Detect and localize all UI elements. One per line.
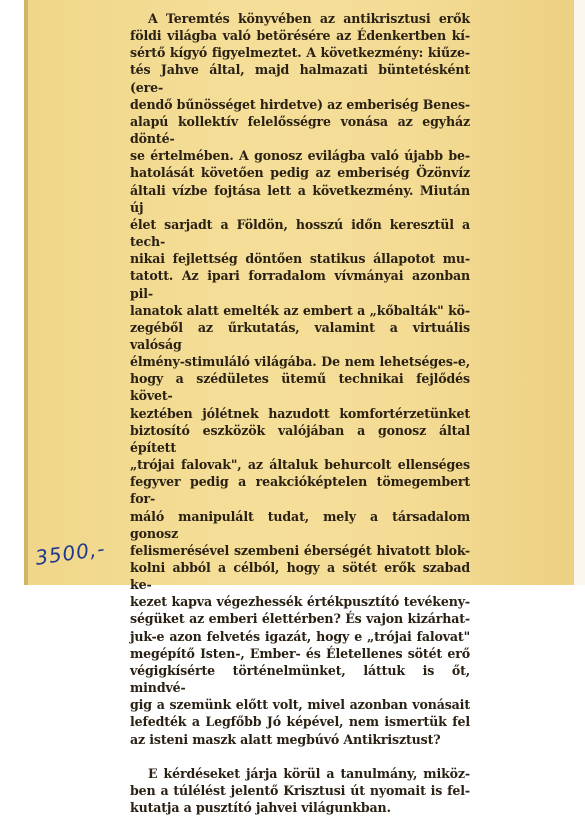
blurb-text (130, 10, 470, 816)
text-line: keztében jólétnek hazudott komfortérzetünket (130, 405, 470, 421)
text-line: juk-e azon felvetés igazát, hogy e „trójai falovat" (130, 628, 470, 644)
text-line: hogy a szédületes ütemű technikai fejlődés követ- (130, 371, 470, 404)
text-line: zegéből az űrkutatás, valamint a virtuális valóság (130, 319, 470, 352)
text-line: se értelmében. A gonosz evilágba való újabb be- (130, 148, 470, 164)
text-line: kolni abból a célból, hogy a sötét erők szabad ke- (130, 560, 470, 593)
text-line: az isteni maszk alatt megbúvó Antikrisztust? (130, 731, 441, 747)
text-line: alapú kollektív felelősségre vonása az egyház dönté- (130, 113, 470, 147)
text-line: felismerésével szembeni éberségét hivatott blok- (130, 542, 470, 558)
text-line: általi vízbe fojtása lett a következmény. Miután új (130, 182, 470, 215)
text-line: földi világba való betörésére az Édenkertben kí- (130, 28, 470, 44)
text-line: A Teremtés könyvében az antikrisztusi erők (148, 11, 470, 26)
text-line: tés Jahve által, majd halmazati büntetésként (ere- (130, 62, 470, 95)
text-line: kezet kapva végezhessék értékpusztító tevékeny- (130, 594, 470, 610)
text-line: végigkísérte történelmünket, láttuk is őt, mindvé- (130, 662, 470, 696)
blurb-paragraph-1 (130, 10, 470, 748)
text-line: nikai fejlettség döntően statikus állapotot mu- (130, 251, 470, 267)
text-line: hatolását követően pedig az emberiség Özönvíz (130, 165, 470, 181)
spine-edge (24, 0, 28, 585)
text-line: élet sarjadt a Földön, hosszú időn keresztül a tech- (130, 216, 470, 250)
blurb-paragraph-2 (130, 765, 470, 816)
text-line: máló manipulált tudat, mely a társadalom gonosz (130, 508, 470, 541)
text-line: gig a szemünk előtt volt, mivel azonban vonásait (130, 697, 470, 713)
text-line: ségüket az emberi élettérben? És vajon kizárhat- (130, 611, 470, 627)
text-line: lefedték a Legfőbb Jó képével, nem ismertük fel (130, 714, 470, 730)
text-line: E kérdéseket járja körül a tanulmány, miköz- (148, 765, 470, 781)
text-line: ben a túlélést jelentő Krisztusi út nyomait is fel- (130, 782, 470, 798)
paragraph-gap (130, 748, 470, 765)
page-edge (574, 0, 585, 585)
text-line: fegyver pedig a reakcióképtelen tömegembert for- (130, 474, 470, 507)
text-line: lanatok alatt emelték az embert a „kőbalták" kö- (130, 302, 470, 318)
text-line: megépítő Isten-, Ember- és Életellenes sötét erő (130, 645, 470, 661)
text-line: élmény-stimuláló világába. De nem lehetséges-e, (130, 354, 470, 370)
handwritten-price-mark: 3500,- (33, 536, 107, 570)
text-line: biztosító eszközök valójában a gonosz által épített (130, 422, 470, 455)
text-line: sértő kígyó figyelmeztet. A következmény: kiűze- (130, 45, 470, 61)
text-line: tatott. Az ipari forradalom vívmányai azonban pil- (130, 268, 470, 301)
text-line: dendő bűnösséget hirdetve) az emberiség Benes- (130, 96, 470, 112)
text-line: kutatja a pusztító jahvei világunkban. (130, 800, 391, 816)
text-line: „trójai falovak", az általuk behurcolt ellenséges (130, 457, 470, 473)
